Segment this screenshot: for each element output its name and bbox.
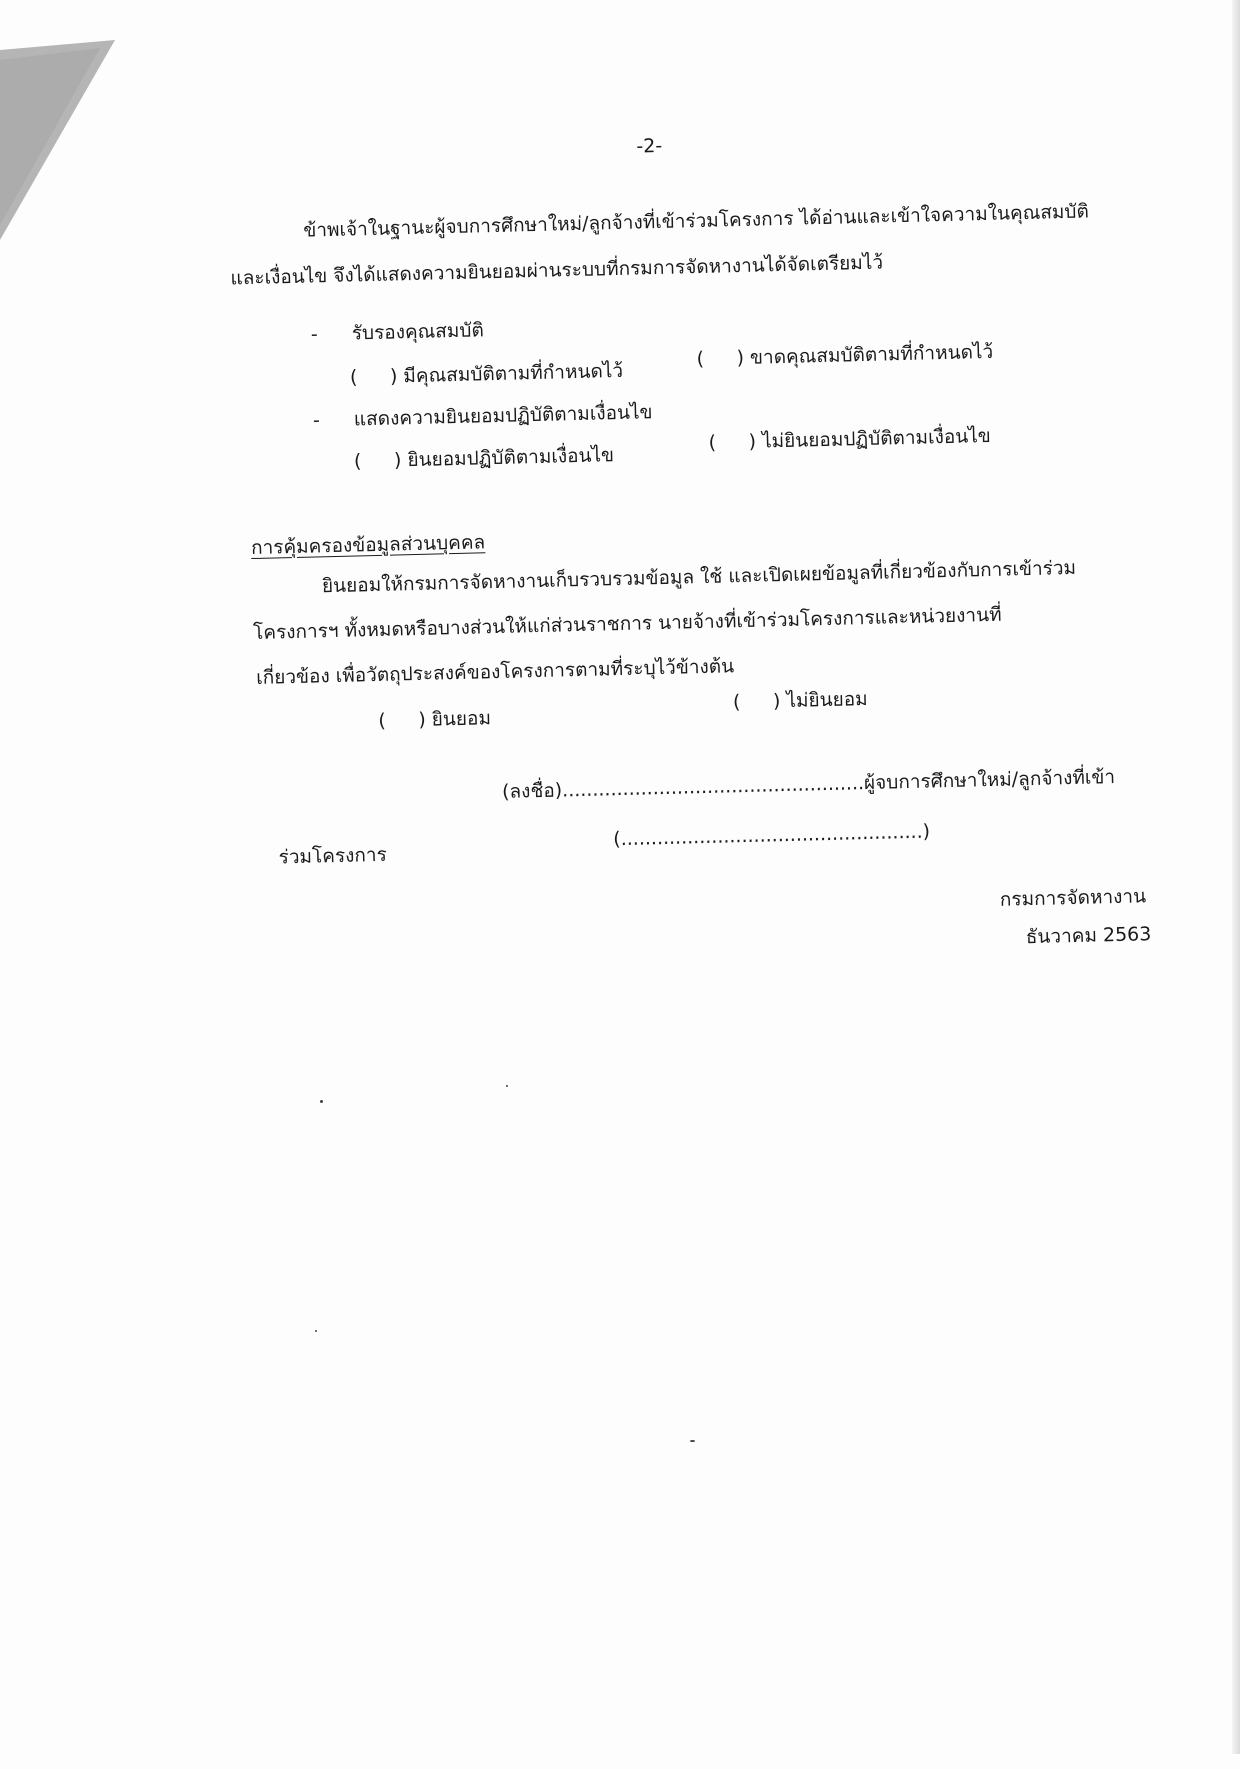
privacy-line-3: เกี่ยวข้อง เพื่อวัตถุประสงค์ของโครงการตามที่ระบุไว้ข้างต้น xyxy=(255,655,735,689)
conditions-no-option[interactable] xyxy=(708,424,992,454)
checkbox-open: ( xyxy=(732,691,741,714)
conditions-item xyxy=(313,403,653,430)
qualification-yes-option[interactable] xyxy=(349,359,624,389)
checkbox-close: ) xyxy=(772,690,781,713)
signature-name-line: (..................................................) xyxy=(613,820,931,851)
checkbox-close: ) xyxy=(748,430,757,453)
checkbox-open: ( xyxy=(378,709,387,732)
conditions-yes-option[interactable] xyxy=(354,446,615,471)
checkbox-close: ) xyxy=(418,708,427,731)
signature-continuation: ร่วมโครงการ xyxy=(278,843,388,869)
qualification-no-label: ขาดคุณสมบัติตามที่กำหนดไว้ xyxy=(749,340,994,369)
privacy-line-2: โครงการฯ ทั้งหมดหรือบางส่วนให้แก่ส่วนราชการ นายจ้างที่เข้าร่วมโครงการและหน่วยงานที่ xyxy=(252,603,1002,644)
conditions-label: แสดงความยินยอมปฏิบัติตามเงื่อนไข xyxy=(353,401,653,431)
checkbox-open: ( xyxy=(708,431,717,454)
privacy-heading: การคุ้มครองข้อมูลส่วนบุคคล xyxy=(250,531,486,560)
conditions-yes-label: ยินยอมปฏิบัติตามเงื่อนไข xyxy=(407,444,615,472)
qualification-yes-label: มีคุณสมบัติตามที่กำหนดไว้ xyxy=(403,359,624,388)
checkbox-open: ( xyxy=(349,366,358,389)
privacy-yes-label: ยินยอม xyxy=(431,707,492,731)
qualification-item xyxy=(311,321,484,344)
checkbox-close: ) xyxy=(389,365,398,388)
bullet-dash: - xyxy=(310,323,318,346)
conditions-no-label: ไม่ยินยอมปฏิบัติตามเงื่อนไข xyxy=(761,424,992,453)
privacy-no-label: ไม่ยินยอม xyxy=(786,688,868,712)
footer-date: ธันวาคม 2563 xyxy=(1025,923,1152,949)
footer-department: กรมการจัดหางาน xyxy=(999,885,1147,911)
acknowledgement-line-1: ข้าพเจ้าในฐานะผู้จบการศึกษาใหม่/ลูกจ้างที่เข้าร่วมโครงการ ได้อ่านและเข้าใจความในคุณสมบัติ xyxy=(303,200,1090,242)
qualification-label: รับรองคุณสมบัติ xyxy=(351,319,485,345)
acknowledgement-line-2: และเงื่อนไข จึงได้แสดงความยินยอมผ่านระบบที่กรมการจัดหางานได้จัดเตรียมไว้ xyxy=(230,251,884,290)
signature-line: (ลงชื่อ)..................................................ผู้จบการศึกษาใหม่/ลูกจ้างที่เข้า xyxy=(501,765,1116,803)
privacy-line-1: ยินยอมให้กรมการจัดหางานเก็บรวบรวมข้อมูล ใช้ และเปิดเผยข้อมูลที่เกี่ยวข้องกับการเข้าร่วม xyxy=(321,556,1077,598)
checkbox-close: ) xyxy=(393,449,402,472)
checkbox-open: ( xyxy=(353,450,362,473)
privacy-no-option[interactable] xyxy=(733,690,868,712)
checkbox-open: ( xyxy=(696,347,705,371)
privacy-yes-option[interactable] xyxy=(378,709,491,731)
bullet-dash: - xyxy=(312,409,321,432)
qualification-no-option[interactable] xyxy=(696,340,994,371)
checkbox-close: ) xyxy=(736,346,745,370)
page-number: -2- xyxy=(636,134,663,158)
